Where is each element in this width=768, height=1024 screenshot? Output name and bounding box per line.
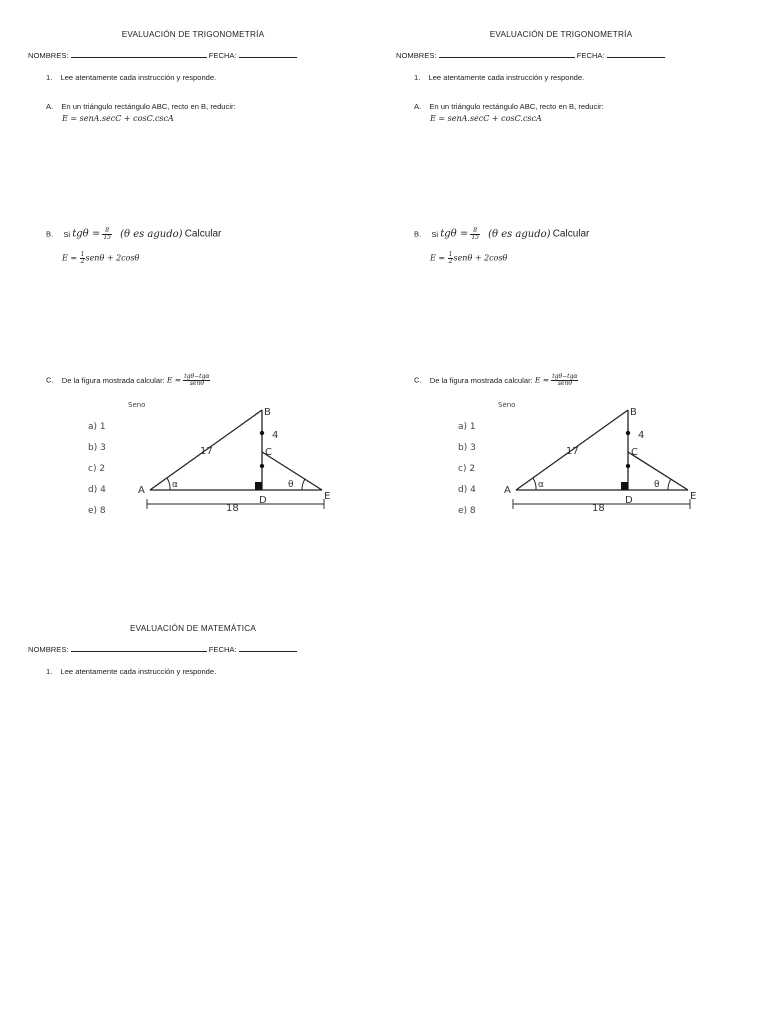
angle-theta-label: θ — [288, 480, 294, 490]
nombres-blank[interactable] — [71, 645, 207, 652]
option-e: e) 8 — [458, 506, 476, 516]
vertex-e-label: E — [690, 491, 697, 502]
side-ab-label: 17 — [200, 446, 213, 457]
nombres-label: NOMBRES: — [396, 51, 437, 60]
instruction-text: Lee atentamente cada instrucción y responde. — [428, 73, 585, 82]
question-b-fraction: $\frac{8}{15}$ — [103, 227, 111, 241]
instruction-number: 1. — [414, 73, 421, 82]
nombres-label: NOMBRES: — [28, 51, 69, 60]
triangle-figure — [138, 402, 358, 520]
segment-ae-label: 18 — [592, 503, 605, 514]
half-fraction: $\frac{1}{2}$ — [80, 251, 85, 265]
figure-header: Seno — [128, 401, 146, 409]
angle-alpha-label: α — [538, 480, 544, 490]
question-c-text: De la figura mostrada calcular: — [61, 375, 165, 385]
question-a-formula: E = senA.secC + cosC.cscA — [62, 114, 174, 123]
question-b-acute: (θ es agudo) — [120, 228, 183, 240]
vertex-c-label: C — [265, 447, 272, 458]
angle-alpha-label: α — [172, 480, 178, 490]
option-b: b) 3 — [458, 443, 476, 453]
nombres-label: NOMBRES: — [28, 645, 69, 654]
question-b — [46, 228, 221, 241]
question-a-text: En un triángulo rectángulo ABC, recto en B, reducir: — [61, 102, 236, 111]
option-e: e) 8 — [88, 506, 106, 516]
question-a-letter: A. — [414, 102, 422, 111]
fecha-blank[interactable] — [607, 51, 665, 58]
question-a-letter: A. — [46, 102, 54, 111]
question-b-calcular: Calcular — [552, 228, 590, 240]
angle-theta-label: θ — [654, 480, 660, 490]
nombres-blank[interactable] — [439, 51, 575, 58]
fecha-blank[interactable] — [239, 51, 297, 58]
question-a — [414, 102, 604, 111]
option-a: a) 1 — [88, 422, 106, 432]
question-b-letter: B. — [46, 229, 54, 239]
triangle-figure — [504, 402, 724, 520]
sheet-title: EVALUACIÓN DE MATEMÁTICA — [130, 624, 256, 633]
question-c-fraction: $\frac{\text{tgθ−tgα}}{\text{senθ}}$ — [184, 373, 210, 387]
nombres-blank[interactable] — [71, 51, 207, 58]
vertex-d-label: D — [259, 495, 267, 506]
vertex-a-label: A — [138, 485, 145, 496]
instruction-number: 1. — [46, 73, 53, 82]
question-b-tg: tgθ = — [72, 228, 101, 240]
vertex-d-label: D — [625, 495, 633, 506]
question-c: C. De la figura mostrada calcular: E = $\frac{\text{tgθ−tgα}}{\text{senθ}}$ — [414, 373, 578, 387]
figure-header: Seno — [498, 401, 516, 409]
question-c-letter: C. — [414, 375, 422, 385]
vertex-a-label: A — [504, 485, 511, 496]
instruction — [414, 73, 584, 82]
question-b-formula: E = $\frac{1}{2}$ senθ + 2cosθ — [62, 251, 140, 265]
header-row — [396, 51, 665, 60]
instruction-text: Lee atentamente cada instrucción y responde. — [60, 73, 217, 82]
fecha-label: FECHA: — [208, 645, 237, 654]
side-ab-label: 17 — [566, 446, 579, 457]
question-a-formula: E = senA.secC + cosC.cscA — [430, 114, 542, 123]
question-b — [414, 228, 589, 241]
fecha-label: FECHA: — [208, 51, 237, 60]
option-b: b) 3 — [88, 443, 106, 453]
question-a-text: En un triángulo rectángulo ABC, recto en B, reducir: — [429, 102, 604, 111]
sheet-title: EVALUACIÓN DE TRIGONOMETRÍA — [489, 30, 633, 39]
question-b-letter: B. — [414, 229, 422, 239]
side-bc-label: 4 — [272, 430, 279, 441]
instruction — [46, 667, 216, 676]
question-b-tg: tgθ = — [440, 228, 469, 240]
option-d: d) 4 — [458, 485, 476, 495]
question-c-letter: C. — [46, 375, 54, 385]
fecha-blank[interactable] — [239, 645, 297, 652]
header-row — [28, 645, 297, 654]
question-b-fraction: $\frac{8}{15}$ — [471, 227, 479, 241]
fecha-label: FECHA: — [576, 51, 605, 60]
segment-ae-label: 18 — [226, 503, 239, 514]
option-c: c) 2 — [458, 464, 476, 474]
instruction-text: Lee atentamente cada instrucción y responde. — [60, 667, 217, 676]
sheet-title: EVALUACIÓN DE TRIGONOMETRÍA — [121, 30, 265, 39]
option-d: d) 4 — [88, 485, 106, 495]
instruction — [46, 73, 216, 82]
option-a: a) 1 — [458, 422, 476, 432]
question-b-acute: (θ es agudo) — [488, 228, 551, 240]
question-a — [46, 102, 236, 111]
side-bc-label: 4 — [638, 430, 645, 441]
question-b-si: Si — [431, 229, 439, 239]
vertex-c-label: C — [631, 447, 638, 458]
question-c: C. De la figura mostrada calcular: E = $\frac{\text{tgθ−tgα}}{\text{senθ}}$ — [46, 373, 210, 387]
header-row — [28, 51, 297, 60]
instruction-number: 1. — [46, 667, 53, 676]
question-b-si: Si — [63, 229, 71, 239]
question-b-calcular: Calcular — [184, 228, 222, 240]
question-b-formula: E = $\frac{1}{2}$ senθ + 2cosθ — [430, 251, 508, 265]
vertex-b-label: B — [630, 407, 637, 418]
question-c-text: De la figura mostrada calcular: — [429, 375, 533, 385]
vertex-e-label: E — [324, 491, 331, 502]
question-c-fraction: $\frac{\text{tgθ−tgα}}{\text{senθ}}$ — [552, 373, 578, 387]
option-c: c) 2 — [88, 464, 106, 474]
half-fraction: $\frac{1}{2}$ — [448, 251, 453, 265]
vertex-b-label: B — [264, 407, 271, 418]
